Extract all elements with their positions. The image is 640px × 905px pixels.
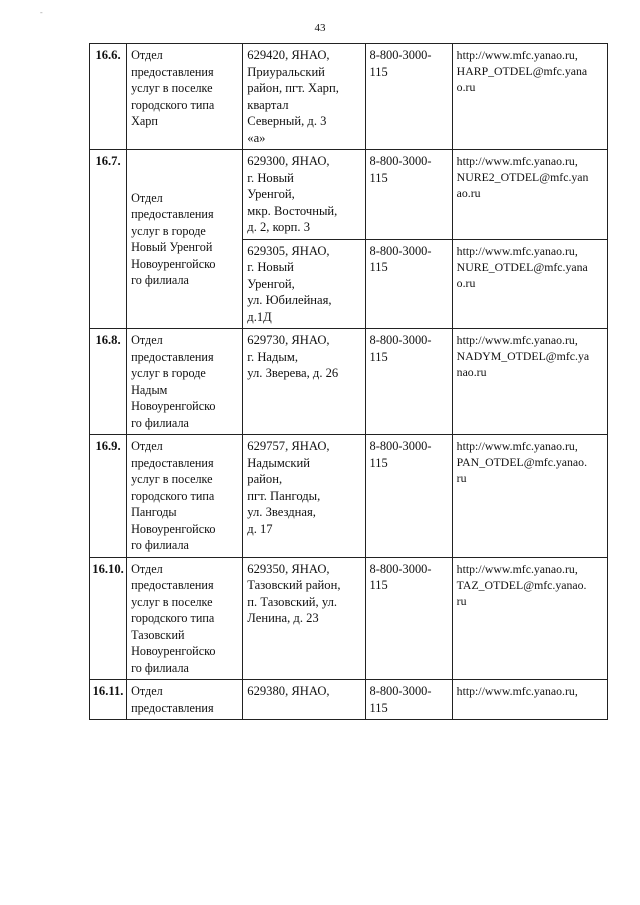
table-row: [90, 44, 608, 150]
office-phone: 8-800-3000- 115: [369, 48, 432, 79]
office-web-email: http://www.mfc.yanao.ru, NADYM_OTDEL@mfc.ya nao.ru: [456, 333, 590, 379]
office-name: Отдел предоставления услуг в поселке городского типа Тазовский Новоуренгойско го филиала: [131, 561, 216, 675]
office-address: 629305, ЯНАО, г. Новый Уренгой, ул. Юбилейная, д.1Д: [247, 243, 332, 324]
office-name: Отдел предоставления услуг в городе Надым Новоуренгойско го филиала: [131, 333, 216, 430]
office-address: 629300, ЯНАО, г. Новый Уренгой, мкр. Восточный, д. 2, корп. 3: [247, 154, 338, 234]
office-web-email: http://www.mfc.yanao.ru,: [456, 684, 578, 698]
office-name: Отдел предоставления услуг в городе Новый Уренгой Новоуренгойско го филиала: [131, 190, 216, 287]
scan-mark: -: [40, 8, 43, 17]
office-web-email: http://www.mfc.yanao.ru, HARP_OTDEL@mfc.yana o.ru: [456, 48, 588, 94]
office-address: 629730, ЯНАО, г. Надым, ул. Зверева, д. 26: [247, 333, 339, 380]
table-row: [90, 557, 608, 680]
office-name: Отдел предоставления услуг в поселке городского типа Харп: [131, 48, 215, 128]
table-row: [90, 150, 608, 240]
office-phone: 8-800-3000- 115: [369, 439, 432, 470]
office-phone: 8-800-3000- 115: [369, 333, 432, 364]
row-number: 16.9.: [90, 435, 127, 558]
row-number: 16.8.: [90, 329, 127, 435]
office-phone: 8-800-3000- 115: [369, 561, 432, 592]
row-number: 16.10.: [90, 557, 127, 680]
row-number: 16.6.: [90, 44, 127, 150]
office-web-email: http://www.mfc.yanao.ru, PAN_OTDEL@mfc.yanao. ru: [456, 439, 588, 485]
office-name: Отдел предоставления: [131, 684, 214, 715]
office-address: 629757, ЯНАО, Надымский район, пгт. Пангоды, ул. Звездная, д. 17: [247, 439, 330, 536]
office-address: 629350, ЯНАО, Тазовский район, п. Тазовский, ул. Ленина, д. 23: [247, 561, 341, 625]
table-row: [90, 435, 608, 558]
office-phone: 8-800-3000- 115: [369, 243, 432, 274]
office-phone: 8-800-3000- 115: [369, 684, 432, 715]
mfc-offices-table: [89, 43, 608, 720]
office-address: 629380, ЯНАО,: [247, 684, 330, 698]
page-number: 43: [314, 22, 326, 34]
office-web-email: http://www.mfc.yanao.ru, NURE_OTDEL@mfc.yana o.ru: [456, 243, 588, 290]
office-address: 629420, ЯНАО, Приуральский район, пгт. Харп, квартал Северный, д. 3 «а»: [247, 48, 339, 145]
office-phone: 8-800-3000- 115: [369, 154, 432, 185]
office-web-email: http://www.mfc.yanao.ru, TAZ_OTDEL@mfc.yanao. ru: [456, 561, 587, 608]
table-row: [90, 329, 608, 435]
row-number: 16.11.: [90, 680, 127, 720]
row-number: 16.7.: [90, 150, 127, 329]
office-web-email: http://www.mfc.yanao.ru, NURE2_OTDEL@mfc.yan ao.ru: [456, 154, 589, 200]
table-row: [90, 680, 608, 720]
office-name: Отдел предоставления услуг в поселке городского типа Пангоды Новоуренгойско го филиала: [131, 439, 216, 552]
